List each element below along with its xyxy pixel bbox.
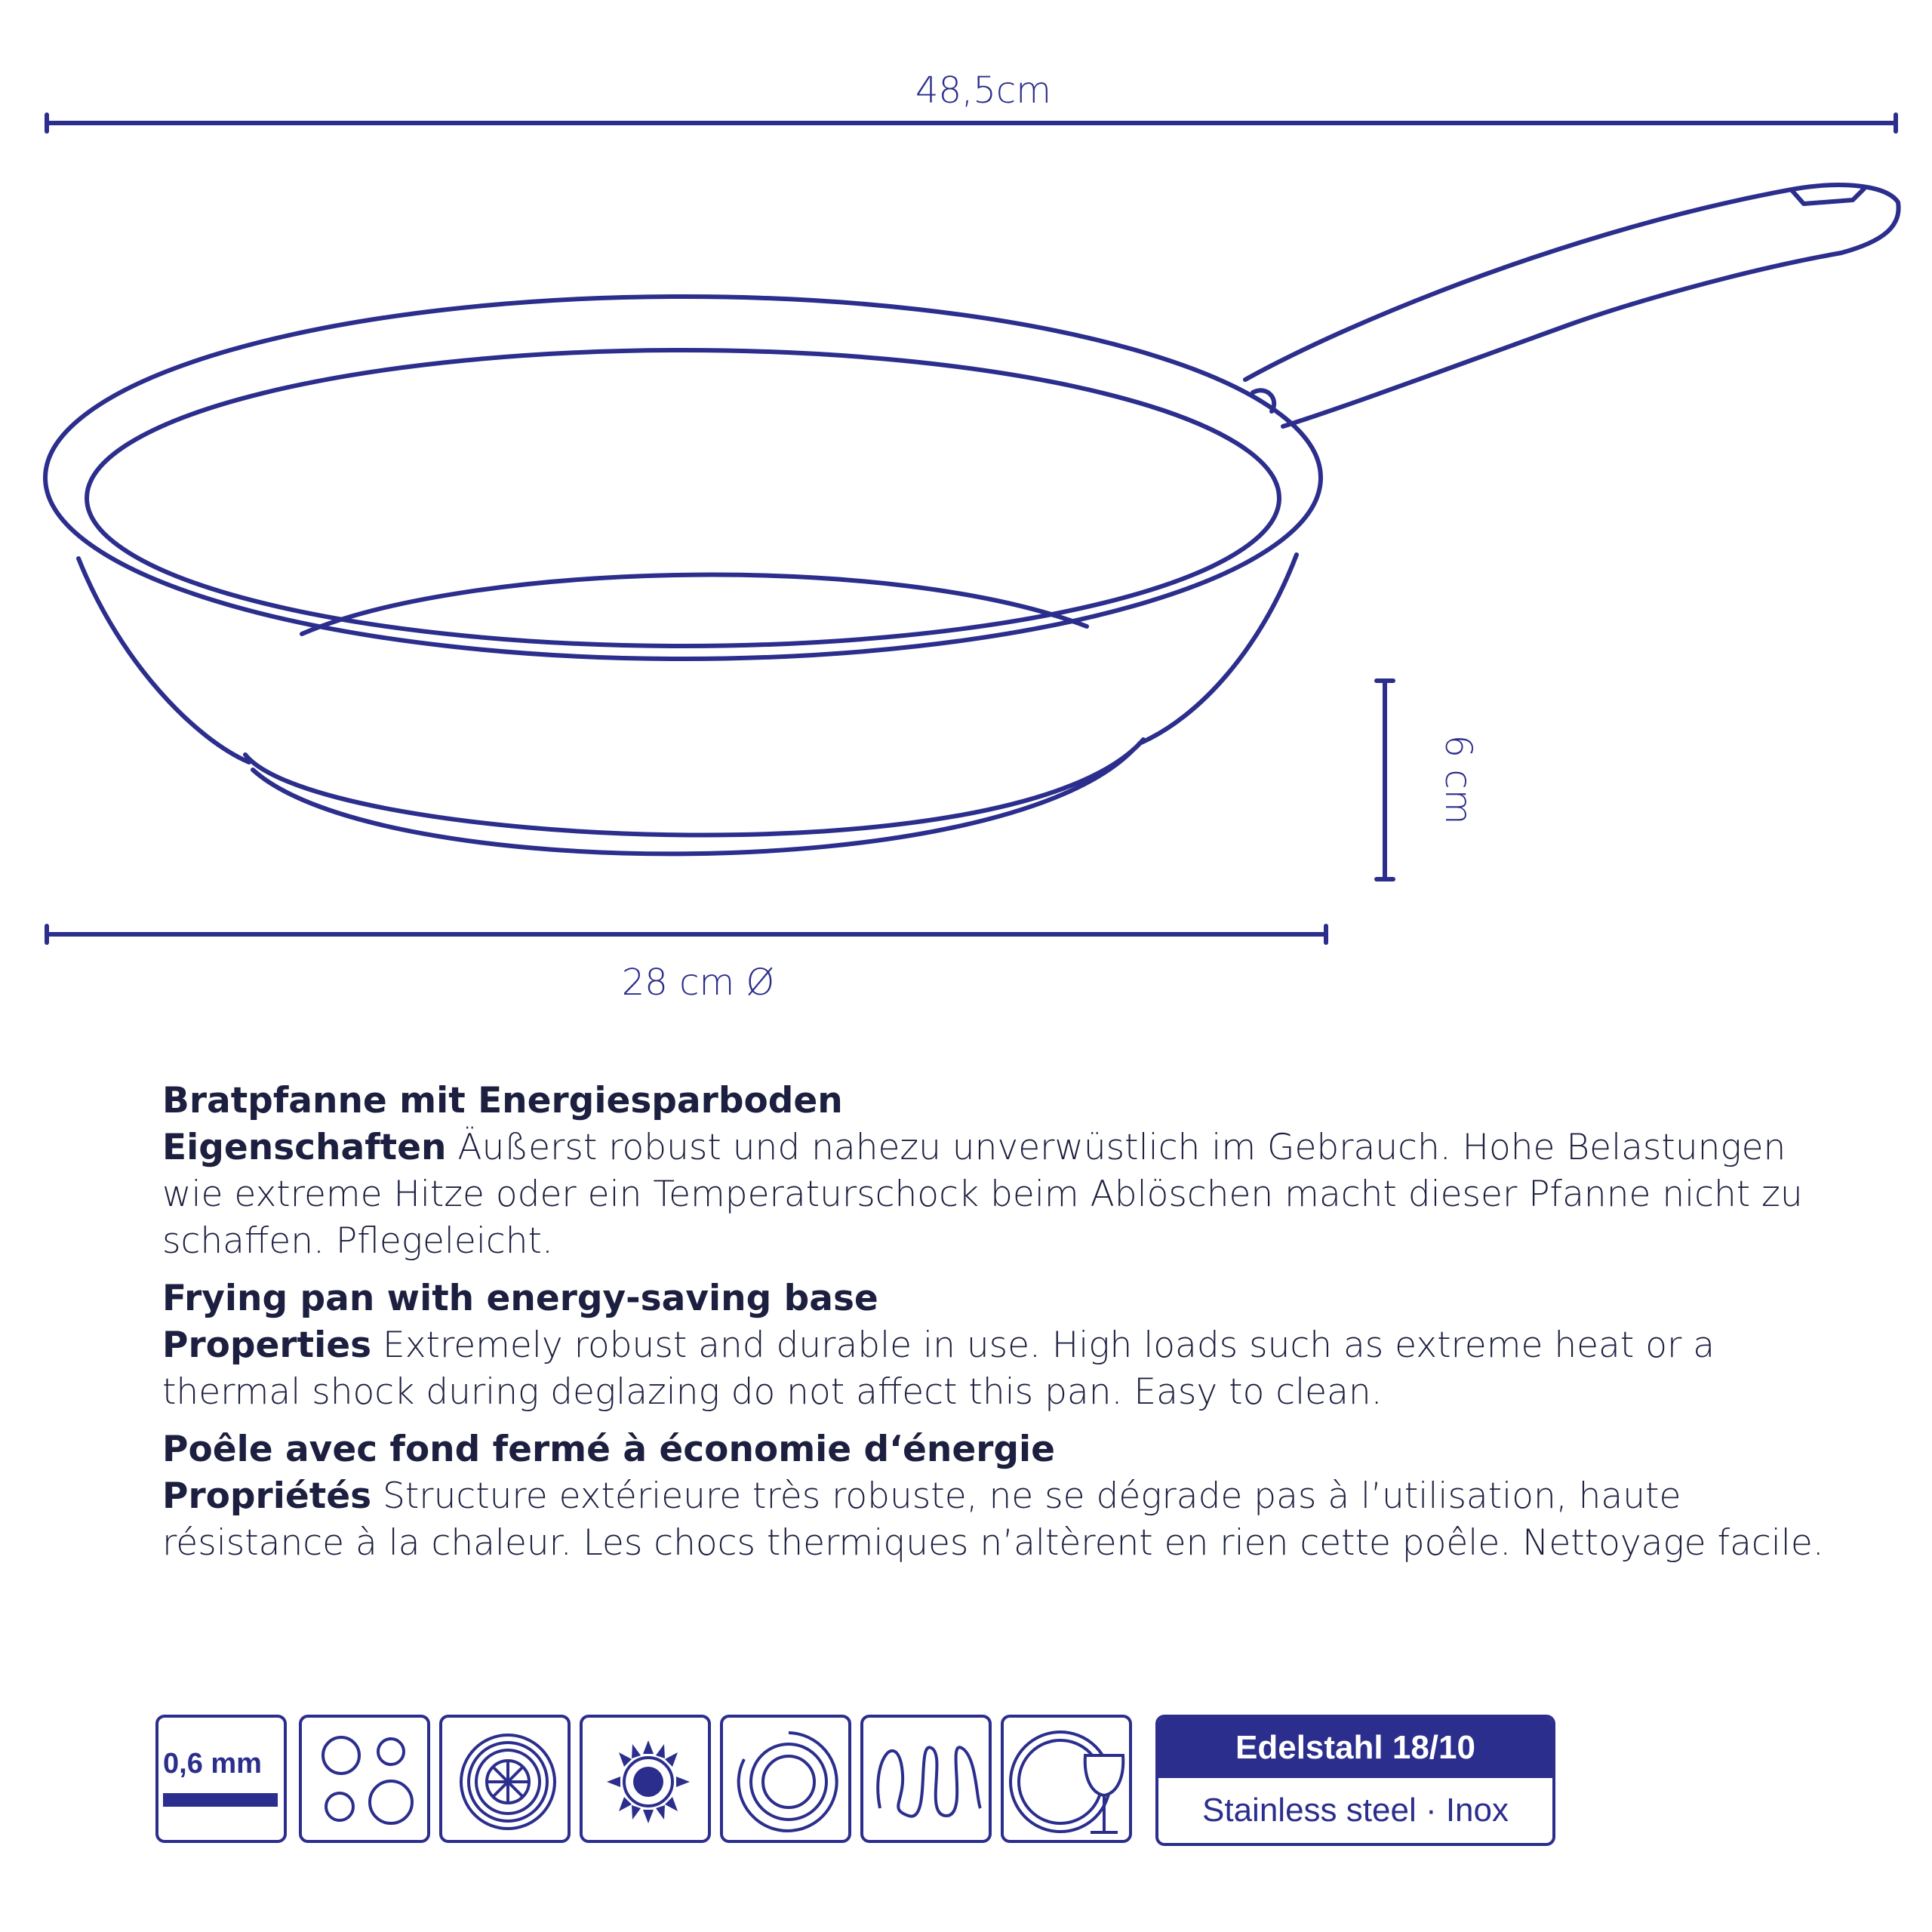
pan-body xyxy=(78,558,249,762)
description-de xyxy=(162,1078,1853,1265)
height-label: 6 cm xyxy=(1437,734,1479,825)
thickness-icon xyxy=(155,1715,287,1843)
pan-rim-inner xyxy=(87,350,1279,646)
material-subtitle: Stainless steel · Inox xyxy=(1202,1792,1509,1829)
text-de: Äußerst robust und nahezu unverwüstlich im Gebrauch. Hohe Belastungen wie extreme Hitze oder ein Temperaturschock beim Ablöschen macht dieser Pfanne nicht zu schaffen. Pflegeleicht. xyxy=(162,1127,1803,1262)
pan-inner-bottom xyxy=(302,575,1087,634)
diameter-label: 28 cm Ø xyxy=(621,961,775,1004)
thickness-bar xyxy=(163,1793,278,1807)
pan-base xyxy=(245,740,1143,835)
length-label: 48,5cm xyxy=(915,69,1052,112)
ceramic-hob-icon xyxy=(439,1715,571,1843)
text-en: Extremely robust and durable in use. High loads such as extreme heat or a thermal shock during deglazing do not affect this pan. Easy to clean. xyxy=(162,1324,1715,1413)
length-dimension-line xyxy=(47,115,1896,131)
description-en xyxy=(162,1275,1853,1416)
material-badge xyxy=(1155,1715,1555,1846)
halogen-hob-icon xyxy=(720,1715,851,1843)
height-dimension-line xyxy=(1377,681,1393,879)
label-de: Eigenschaften xyxy=(162,1127,447,1168)
pan-handle xyxy=(1245,185,1899,426)
label-fr: Propriétés xyxy=(162,1475,372,1517)
para-en xyxy=(162,1322,1853,1416)
gas-hob-icon xyxy=(580,1715,711,1843)
material-title: Edelstahl 18/10 xyxy=(1158,1718,1552,1778)
description-section xyxy=(162,1078,1853,1577)
para-fr xyxy=(162,1473,1853,1567)
heading-en: Frying pan with energy-saving base xyxy=(162,1278,878,1319)
diameter-dimension-line xyxy=(47,926,1326,943)
para-de xyxy=(162,1124,1853,1265)
induction-hob-icon xyxy=(860,1715,992,1843)
heading-de: Bratpfanne mit Energiesparboden xyxy=(162,1080,843,1121)
electric-hob-icon xyxy=(299,1715,430,1843)
text-fr: Structure extérieure très robuste, ne se dégrade pas à l’utilisation, haute résistance à la chaleur. Les chocs thermiques n’altèrent en rien cette poêle. Nettoyage facile. xyxy=(162,1475,1824,1564)
label-en: Properties xyxy=(162,1324,372,1366)
heading-fr: Poêle avec fond fermé à économie d‘énergie xyxy=(162,1429,1056,1470)
description-fr xyxy=(162,1426,1853,1567)
thickness-label: 0,6 mm xyxy=(163,1748,262,1780)
dishwasher-icon xyxy=(1001,1715,1132,1843)
